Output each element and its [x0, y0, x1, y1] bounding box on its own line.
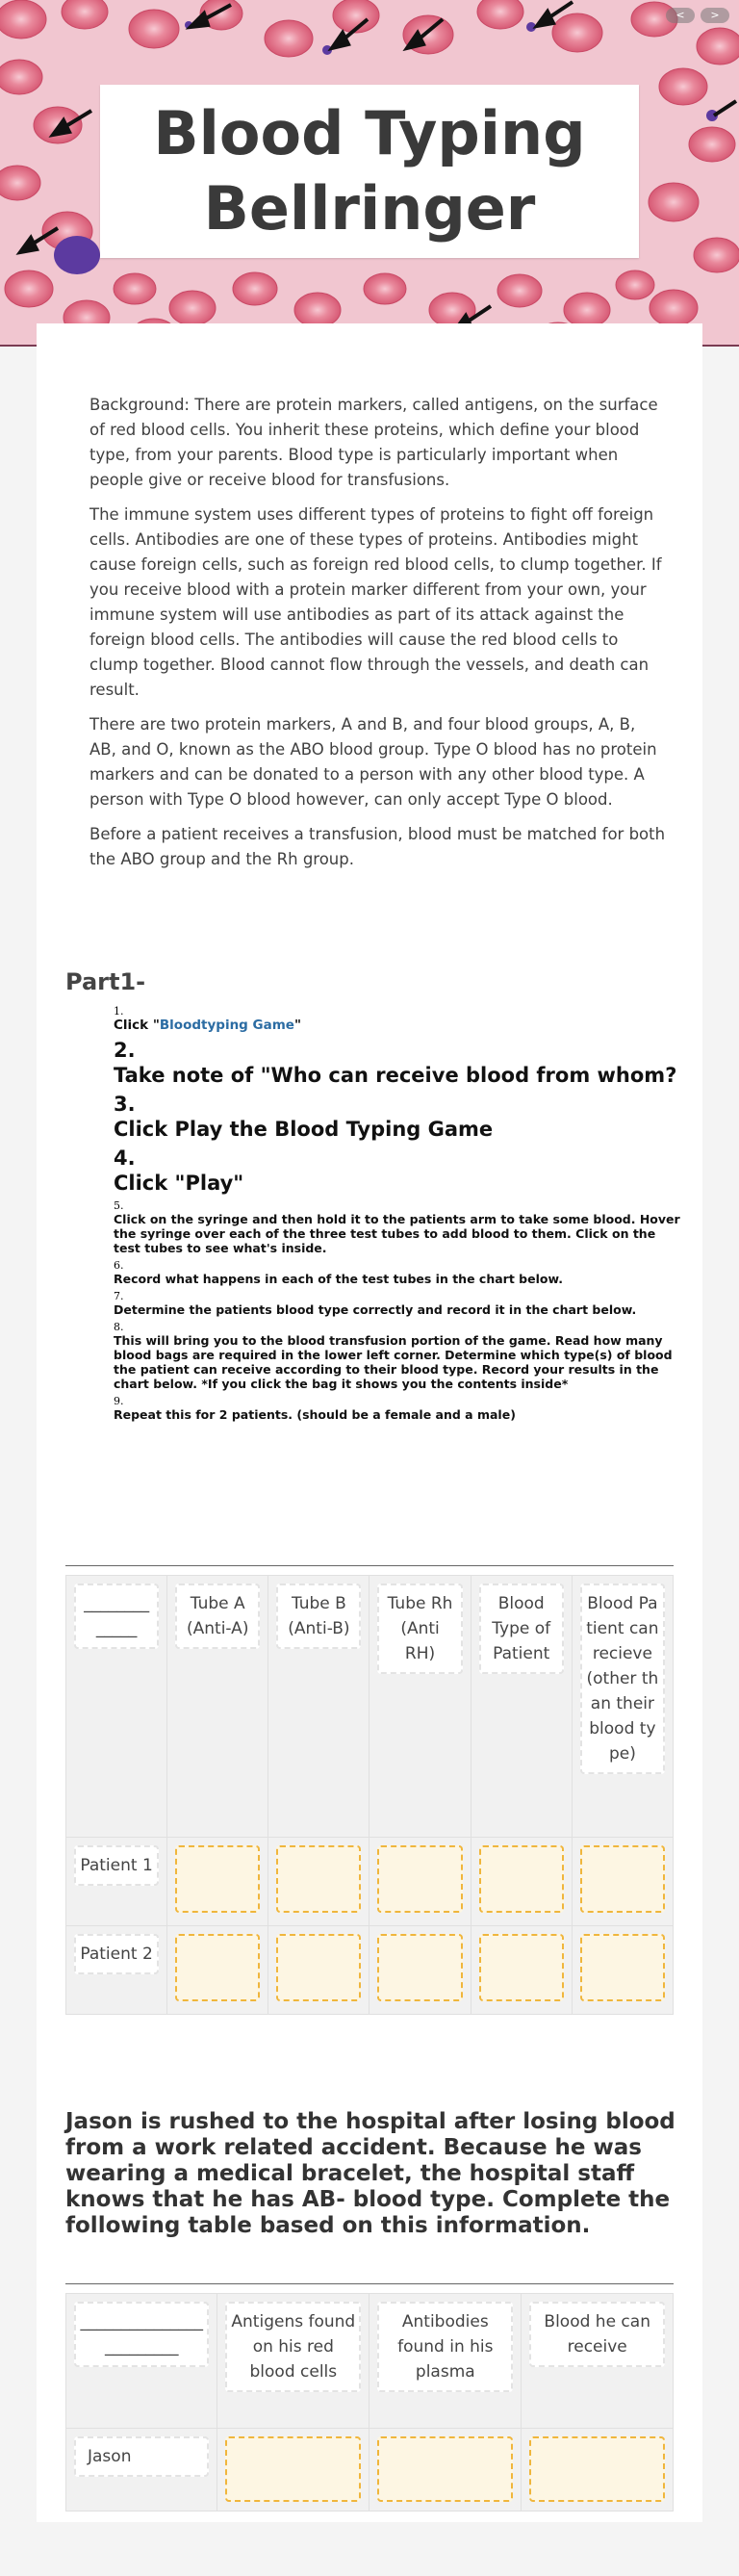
row-label-patient-2: Patient 2 [74, 1934, 159, 1974]
answer-cell [268, 1926, 370, 2015]
background-paragraph: The immune system uses different types of proteins to fight off foreign cells. Antibodies are one of these types of proteins. Antibodies might cause foreign cells, such as foreign red blood cells, to clump together. If you receive blood with a protein marker different from your own, your immune system will use antibodies as part of its attack against the foreign blood cells. The antibodies will cause the red blood cells to clump together. Blood cannot flow through the vessels, and death can result. [89, 505, 662, 699]
row-label-cell [66, 1838, 167, 1926]
column-header [268, 1576, 370, 1838]
answer-field[interactable] [377, 1934, 462, 2001]
answer-cell [370, 1926, 471, 2015]
answer-field[interactable] [175, 1934, 260, 2001]
column-header [522, 2294, 674, 2429]
title-line-1: Blood Typing [153, 98, 586, 168]
answer-cell [471, 1926, 572, 2015]
answer-field[interactable] [580, 1934, 665, 2001]
answer-cell [572, 1926, 673, 2015]
step-text: Determine the patients blood type correctly and record it in the chart below. [114, 1302, 637, 1317]
page-title [153, 96, 585, 246]
table-header-row [66, 1576, 674, 1838]
jason-table [65, 2293, 674, 2512]
answer-field[interactable] [479, 1934, 564, 2001]
title-line-2: Bellringer [203, 173, 536, 244]
answer-cell [572, 1838, 673, 1926]
divider [65, 1565, 674, 1566]
answer-cell [370, 1838, 471, 1926]
column-header [217, 2294, 370, 2429]
step-number: 9. [114, 1395, 124, 1407]
background-paragraph: Before a patient receives a transfusion, blood must be matched for both the ABO group and the Rh group. [89, 825, 666, 868]
answer-cell [370, 2429, 522, 2512]
column-header [370, 2294, 522, 2429]
step-5 [114, 1199, 681, 1255]
part1-heading: Part1- [65, 968, 146, 995]
title-box [100, 85, 639, 258]
step-number: 2. [114, 1039, 136, 1062]
table-row [66, 1926, 674, 2015]
column-header [370, 1576, 471, 1838]
answer-field[interactable] [580, 1845, 665, 1913]
background-text [89, 393, 667, 882]
background-paragraph: There are two protein markers, A and B, and four blood groups, A, B, AB, and O, known as the ABO blood group. Type O blood has no protein markers and can be donated to a person with any other blood type. A person with Type O blood however, can only accept Type O blood. [89, 715, 657, 809]
patient-results-table [65, 1575, 674, 2015]
table-row [66, 2429, 674, 2512]
header-tube-b: Tube B (Anti-B) [276, 1584, 361, 1649]
header-blood-patient-can-receive: Blood Patient can recieve (other than their blood type) [580, 1584, 665, 1774]
row-label-cell [66, 2429, 217, 2512]
answer-field[interactable] [276, 1934, 361, 2001]
table-row [66, 1838, 674, 1926]
step-4 [114, 1146, 681, 1196]
answer-field[interactable] [175, 1845, 260, 1913]
answer-field[interactable] [479, 1845, 564, 1913]
step-text: Repeat this for 2 patients. (should be a female and a male) [114, 1407, 516, 1422]
divider [65, 2283, 674, 2284]
table-header-row [66, 2294, 674, 2429]
step-text: This will bring you to the blood transfusion portion of the game. Read how many blood bags are required in the lower left corner. Determine which type(s) of blood the patient can receive according to their blood type. Record your results in the chart below. *If you click the bag it shows you the contents inside* [114, 1333, 673, 1391]
step-2 [114, 1038, 681, 1088]
header-tube-rh: Tube Rh (Anti RH) [377, 1584, 462, 1674]
bloodtyping-game-link[interactable]: Bloodtyping Game [159, 1018, 294, 1033]
step-number: 7. [114, 1290, 124, 1302]
step-number: 6. [114, 1259, 124, 1272]
header-tube-a: Tube A (Anti-A) [175, 1584, 260, 1649]
step-text: Click "Bloodtyping Game" [114, 1018, 301, 1033]
step-number: 3. [114, 1093, 136, 1116]
answer-cell [522, 2429, 674, 2512]
column-header [471, 1576, 572, 1838]
answer-cell [471, 1838, 572, 1926]
step-8 [114, 1321, 681, 1391]
answer-field[interactable] [276, 1845, 361, 1913]
step-number: 5. [114, 1199, 124, 1212]
step-1 [114, 1005, 681, 1034]
step-number: 4. [114, 1146, 136, 1170]
next-slide-button[interactable]: > [701, 8, 729, 23]
prev-slide-button[interactable]: < [666, 8, 695, 23]
row-label-jason: Jason [74, 2436, 209, 2477]
step-text: Click Play the Blood Typing Game [114, 1118, 494, 1141]
step-7 [114, 1290, 681, 1317]
answer-field[interactable] [529, 2436, 665, 2502]
table-corner-cell [66, 2294, 217, 2429]
step-text: Take note of "Who can receive blood from whom? [114, 1064, 677, 1087]
header-blood-type: Blood Type of Patient [479, 1584, 564, 1674]
answer-cell [167, 1838, 268, 1926]
column-header [167, 1576, 268, 1838]
step-3 [114, 1092, 681, 1142]
slide-nav [666, 8, 729, 23]
answer-cell [268, 1838, 370, 1926]
corner-blank: _____________ [74, 1584, 159, 1649]
worksheet-card [37, 323, 702, 2522]
row-label-patient-1: Patient 1 [74, 1845, 159, 1886]
step-text: Click on the syringe and then hold it to the patients arm to take some blood. Hover the syringe over each of the three test tubes to add blood to them. Click on the test tubes to see what's inside. [114, 1212, 680, 1255]
header-banner [0, 0, 739, 347]
answer-cell [217, 2429, 370, 2512]
row-label-cell [66, 1926, 167, 2015]
step-text: Record what happens in each of the test tubes in the chart below. [114, 1272, 563, 1286]
table-corner-cell [66, 1576, 167, 1838]
column-header [572, 1576, 673, 1838]
step-number: 8. [114, 1321, 124, 1333]
answer-field[interactable] [377, 1845, 462, 1913]
step-text: Click "Play" [114, 1172, 244, 1195]
header-antigens: Antigens found on his red blood cells [225, 2302, 361, 2392]
answer-field[interactable] [377, 2436, 513, 2502]
answer-field[interactable] [225, 2436, 361, 2502]
step-9 [114, 1395, 681, 1422]
header-blood-can-receive: Blood he can receive [529, 2302, 665, 2367]
background-paragraph: Background: There are protein markers, called antigens, on the surface of red blood cells. You inherit these proteins, which define your blood type, from your parents. Blood type is particularly important when people give or receive blood for transfusions. [89, 396, 658, 489]
jason-scenario-prompt: Jason is rushed to the hospital after losing blood from a work related accident. Because he was wearing a medical bracelet, the hospital staff knows that he has AB- blood type. Complete the following table based on this information. [65, 2109, 675, 2238]
step-number: 1. [114, 1005, 124, 1018]
step-6 [114, 1259, 681, 1286]
answer-cell [167, 1926, 268, 2015]
instruction-steps [114, 1005, 681, 1426]
corner-blank: ________________________ [74, 2302, 209, 2367]
header-antibodies: Antibodies found in his plasma [377, 2302, 513, 2392]
